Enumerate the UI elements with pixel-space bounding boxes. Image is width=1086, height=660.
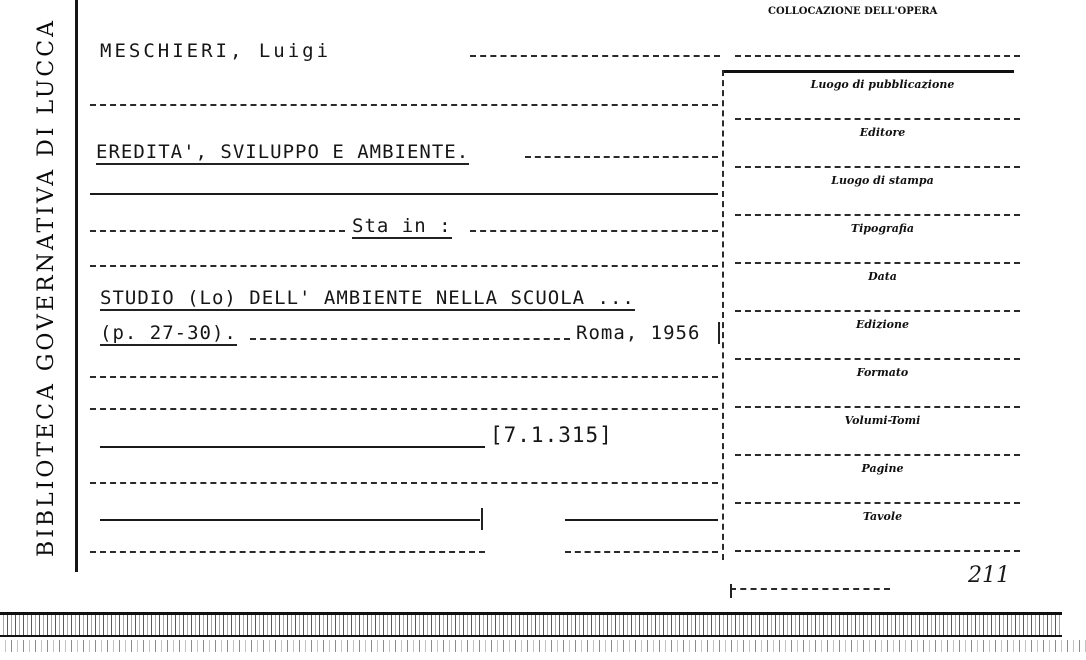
place-year: Roma, 1956 (576, 322, 701, 344)
field-formato: Formato (856, 366, 909, 379)
field-rule (735, 310, 1020, 312)
field-panel-left-rule (722, 70, 724, 560)
field-rule (735, 550, 1020, 552)
ruled-line (90, 408, 718, 410)
ruled-line (470, 230, 718, 232)
field-rule (735, 262, 1020, 264)
field-edizione: Edizione (855, 318, 909, 331)
ruled-line (90, 230, 345, 232)
field-tipografia: Tipografia (850, 222, 915, 235)
ruled-line (525, 156, 718, 158)
scan-edge-band (0, 612, 1062, 637)
author-name: MESCHIERI, Luigi (100, 40, 332, 62)
ruled-line (90, 265, 718, 267)
field-rule (735, 406, 1020, 408)
field-rule (735, 454, 1020, 456)
field-rule (735, 214, 1020, 216)
ruled-line (735, 55, 1020, 57)
bottom-fragment-mark (730, 584, 732, 598)
collocation-caption: COLLOCAZIONE DELL'OPERA (768, 6, 938, 17)
ruled-line (90, 193, 718, 195)
shelfmark: [7.1.315] (490, 423, 613, 447)
ruled-line (90, 482, 718, 484)
field-volumi-tomi: Volumi-Tomi (844, 414, 921, 427)
field-tavole: Tavole (862, 510, 903, 523)
ruled-line (90, 551, 485, 553)
ruled-line (100, 446, 485, 448)
field-luogo-stampa: Luogo di stampa (831, 174, 934, 187)
field-rule (735, 166, 1020, 168)
field-luogo-pubblicazione: Luogo di pubblicazione (810, 78, 955, 91)
field-rule (735, 358, 1020, 360)
ruled-line (250, 338, 570, 340)
library-name-text: BIBLIOTECA GOVERNATIVA DI LUCCA (33, 18, 59, 557)
library-name-vertical (33, 0, 59, 575)
ruled-line (100, 519, 480, 521)
ruled-line (470, 55, 720, 57)
ruled-mark (481, 508, 483, 530)
scan-edge-noise (0, 640, 1086, 652)
page-range: (p. 27-30). (100, 322, 237, 344)
ruled-line (565, 551, 718, 553)
field-editore: Editore (859, 126, 906, 139)
field-rule (735, 502, 1020, 504)
ruled-line (90, 376, 718, 378)
field-rule (735, 118, 1020, 120)
sta-in-label: Sta in : (352, 215, 452, 237)
bottom-fragment-rule (730, 588, 890, 590)
field-data: Data (868, 270, 897, 283)
source-title: STUDIO (Lo) DELL' AMBIENTE NELLA SCUOLA ... (100, 287, 635, 309)
field-panel-top-rule (722, 70, 1014, 73)
ruled-mark (718, 322, 720, 344)
left-margin-rule (75, 0, 78, 572)
handwritten-annotation: 211 (968, 563, 1010, 588)
field-pagine: Pagine (861, 462, 904, 475)
ruled-line (90, 104, 718, 106)
record-title: EREDITA', SVILUPPO E AMBIENTE. (96, 141, 470, 163)
ruled-line (565, 519, 718, 521)
